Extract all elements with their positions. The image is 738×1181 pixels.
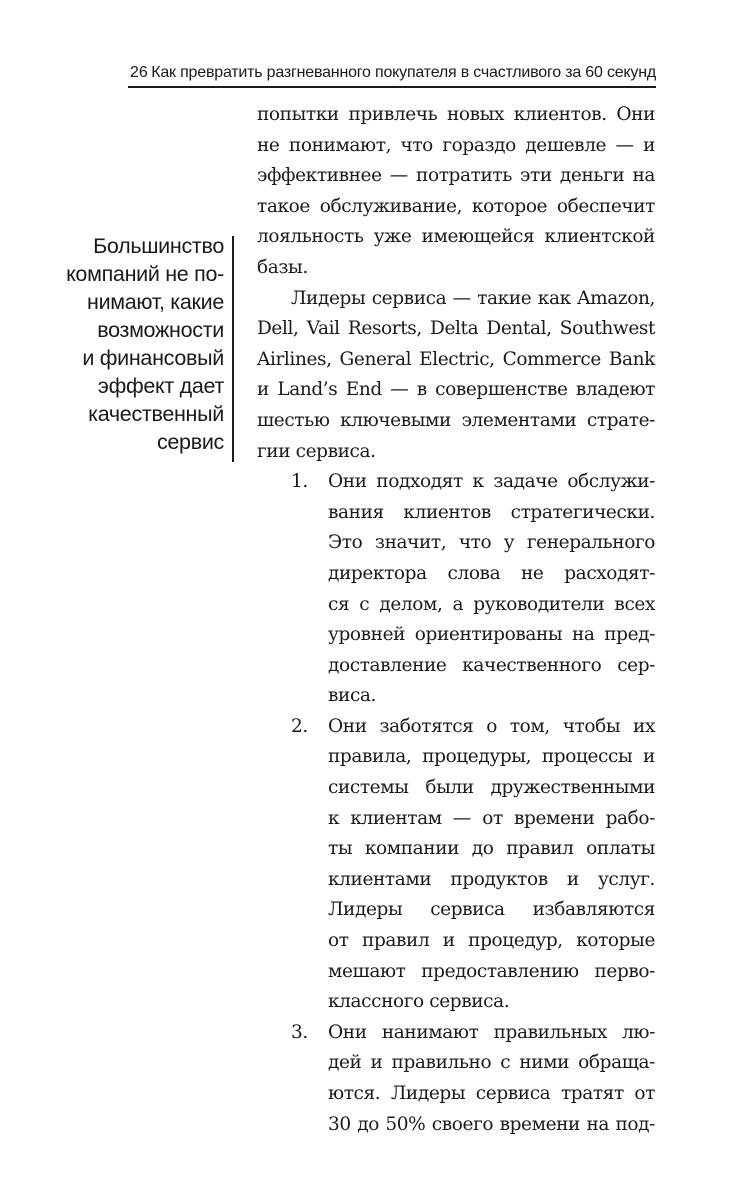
pull-quote-line: компаний не по- xyxy=(66,262,224,286)
pull-quote-line: сервис xyxy=(156,430,224,454)
text-line: Airlines, General Electric, Commerce Bank xyxy=(257,348,655,370)
list-item-number: 1. xyxy=(291,471,308,493)
text-line: Они заботятся о том, чтобы их xyxy=(328,715,655,737)
pull-quote-line: эффект дает xyxy=(97,374,224,398)
paragraph-service-leaders xyxy=(257,284,655,468)
text-line: ты компании до правил оплаты xyxy=(328,838,655,860)
text-line: и Land’s End — в совершенстве владеют xyxy=(257,379,655,401)
text-line: не понимают, что гораздо дешевле — и xyxy=(257,134,655,156)
running-header xyxy=(128,60,656,88)
list-item-number: 2. xyxy=(291,715,308,737)
list-item xyxy=(257,1018,655,1140)
body-text xyxy=(257,100,655,1140)
text-line: Лидеры сервиса избавляются xyxy=(328,899,655,921)
pull-quote-line: и финансовый xyxy=(82,346,224,370)
text-line: дей и правильно с ними обраща- xyxy=(328,1052,655,1074)
pull-quote-line: возможности xyxy=(97,318,224,342)
text-line: базы. xyxy=(257,256,308,278)
text-line: виса. xyxy=(328,685,377,707)
pull-quote-line: нимают, какие xyxy=(87,290,224,314)
text-line: классного сервиса. xyxy=(328,991,510,1013)
running-title: Как превратить разгневанного покупателя в счастливого за 60 секунд xyxy=(151,64,656,81)
text-line: мешают предоставлению перво- xyxy=(328,960,655,982)
text-line: вания клиентов стратегически. xyxy=(328,501,655,523)
text-line: Они подходят к задаче обслужи- xyxy=(328,471,655,493)
page-number: 26 xyxy=(130,64,148,81)
text-line: 30 до 50% своего времени на под- xyxy=(328,1113,655,1135)
pull-quote-rule xyxy=(232,236,234,462)
pull-quote-line: Большинство xyxy=(93,234,224,258)
text-line: шестью ключевыми элементами страте- xyxy=(257,409,655,431)
text-line: лояльность уже имеющейся клиентской xyxy=(257,226,655,248)
numbered-list xyxy=(257,467,655,1140)
text-line: Dell, Vail Resorts, Delta Dental, Southwest xyxy=(257,318,655,340)
list-item-number: 3. xyxy=(291,1021,308,1043)
text-line: такое обслуживание, которое обеспечит xyxy=(257,195,655,217)
text-line: системы были дружественными xyxy=(328,777,655,799)
text-line: клиентами продуктов и услуг. xyxy=(328,868,655,890)
text-line: к клиентам — от времени рабо- xyxy=(328,807,655,829)
sidebar-pull-quote xyxy=(40,232,224,456)
text-line: ются. Лидеры сервиса тратят от xyxy=(328,1083,655,1104)
pull-quote-line: качественный xyxy=(88,402,224,426)
text-line: Лидеры сервиса — такие как Amazon, xyxy=(291,287,655,309)
text-line: попытки привлечь новых клиентов. Они xyxy=(257,104,655,125)
text-line: Они нанимают правильных лю- xyxy=(328,1021,655,1043)
text-line: ся с делом, а руководители всех xyxy=(328,593,655,615)
text-line: правила, процедуры, процессы и xyxy=(328,746,655,768)
list-item xyxy=(257,712,655,1018)
text-line: уровней ориентированы на пред- xyxy=(328,624,655,646)
text-line: от правил и процедур, которые xyxy=(328,930,655,952)
paragraph-continuation xyxy=(257,100,655,284)
text-line: доставление качественного сер- xyxy=(328,654,655,676)
text-line: гии сервиса. xyxy=(257,440,376,462)
text-line: эффективнее — потратить эти деньги на xyxy=(257,165,655,187)
text-line: директора слова не расходят- xyxy=(328,562,655,584)
text-line: Это значит, что у генерального xyxy=(328,532,655,554)
list-item xyxy=(257,467,655,712)
